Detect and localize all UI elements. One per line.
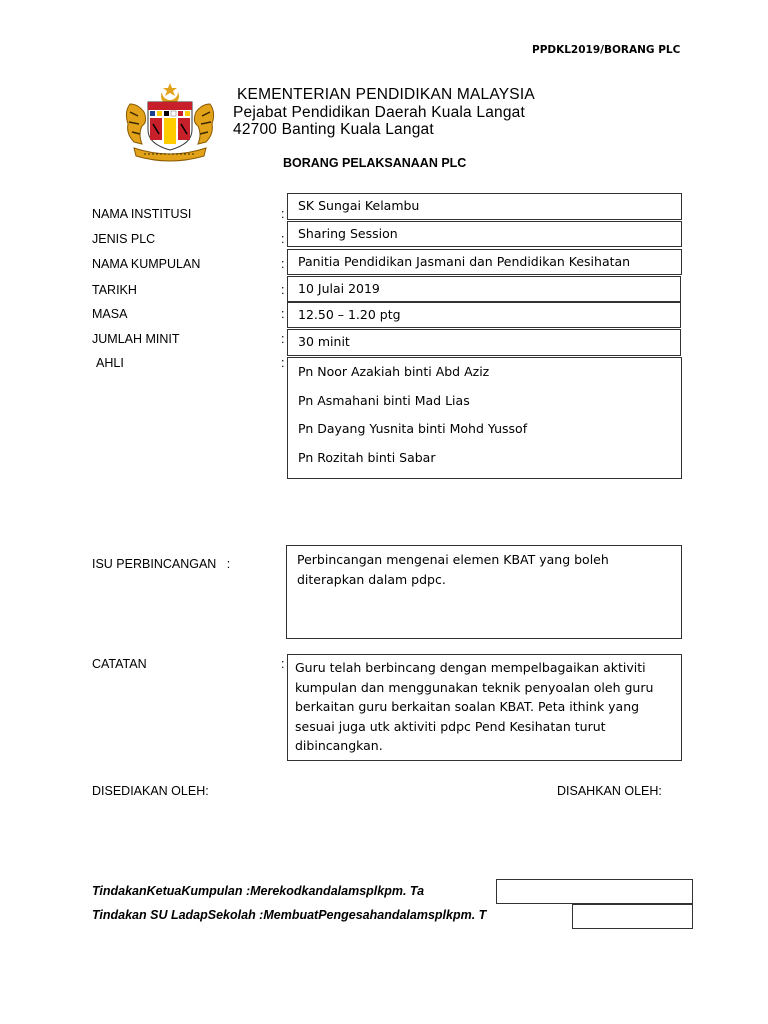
- total-minutes-label: JUMLAH MINIT: [92, 332, 180, 346]
- plc-type-colon: :: [281, 232, 285, 246]
- member-item: Pn Rozitah binti Sabar: [298, 450, 436, 465]
- time-value: 12.50 – 1.20 ptg: [287, 302, 681, 328]
- plc-type-label: JENIS PLC: [92, 232, 156, 246]
- form-title: BORANG PELAKSANAAN PLC: [283, 156, 467, 170]
- office-address: 42700 Banting Kuala Langat: [233, 121, 434, 138]
- group-head-action-text: TindakanKetuaKumpulan :Merekodkandalamsplkpm. Ta: [92, 884, 425, 898]
- time-label: MASA: [92, 307, 128, 321]
- su-action-text: Tindakan SU LadapSekolah :MembuatPengesahandalamsplkpm. T: [92, 908, 487, 922]
- prepared-by-label: DISEDIAKAN OLEH:: [92, 784, 209, 798]
- district-office-name: Pejabat Pendidikan Daerah Kuala Langat: [233, 104, 525, 121]
- members-box: [287, 357, 682, 479]
- date-colon: :: [281, 283, 285, 297]
- total-minutes-colon: :: [281, 332, 285, 346]
- total-minutes-value: 30 minit: [287, 329, 681, 356]
- discussion-issue-box: [286, 545, 682, 639]
- group-name-value: Panitia Pendidikan Jasmani dan Pendidikan Kesihatan: [287, 249, 682, 275]
- member-item: Pn Noor Azakiah binti Abd Aziz: [298, 364, 490, 379]
- time-colon: :: [281, 307, 285, 321]
- plc-type-value: Sharing Session: [287, 221, 682, 247]
- notes-colon: :: [281, 657, 285, 671]
- form-reference-code: PPDKL2019/BORANG PLC: [532, 44, 681, 56]
- approved-by-label: DISAHKAN OLEH:: [557, 784, 662, 798]
- group-name-colon: :: [281, 257, 285, 271]
- su-action-box: [572, 904, 693, 929]
- notes-text: Guru telah berbincang dengan mempelbagaikan aktiviti kumpulan dan menggunakan teknik penyoalan oleh guru berkaitan guru berkaitan soalan KBAT. Peta ithink yang sesuai juga utk aktiviti pdpc Pend Kesihatan turut dibincangkan.: [295, 660, 654, 753]
- group-name-label: NAMA KUMPULAN: [92, 257, 201, 271]
- discussion-issue-label: ISU PERBINCANGAN :: [92, 557, 231, 571]
- institution-colon: :: [281, 207, 285, 221]
- members-label: AHLI: [96, 356, 124, 370]
- coat-of-arms-logo: [120, 82, 220, 168]
- members-colon: :: [281, 356, 285, 370]
- discussion-issue-text: Perbincangan mengenai elemen KBAT yang boleh diterapkan dalam pdpc.: [297, 552, 609, 587]
- member-item: Pn Asmahani binti Mad Lias: [298, 393, 470, 408]
- member-item: Pn Dayang Yusnita binti Mohd Yussof: [298, 421, 528, 436]
- group-head-action-box: [496, 879, 693, 904]
- ministry-name: KEMENTERIAN PENDIDIKAN MALAYSIA: [237, 86, 535, 103]
- institution-label: NAMA INSTITUSI: [92, 207, 192, 221]
- date-value: 10 Julai 2019: [287, 276, 681, 302]
- date-label: TARIKH: [92, 283, 137, 297]
- institution-value: SK Sungai Kelambu: [287, 193, 682, 220]
- notes-box: [287, 654, 682, 761]
- notes-label: CATATAN: [92, 657, 147, 671]
